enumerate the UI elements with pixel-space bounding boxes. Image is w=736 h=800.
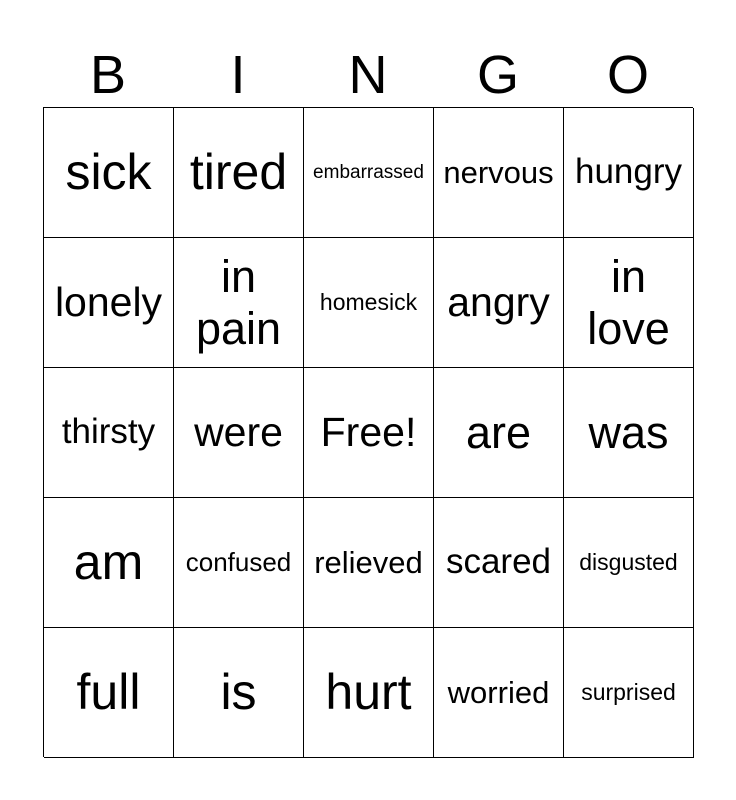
header-letter-i: I bbox=[230, 45, 246, 105]
bingo-cell-r1c1[interactable] bbox=[44, 108, 174, 238]
cell-text: disgusted bbox=[579, 549, 678, 576]
header-letter-g: G bbox=[476, 45, 519, 105]
cell-text: surprised bbox=[581, 679, 676, 706]
bingo-cell-r4c4[interactable] bbox=[434, 498, 564, 628]
bingo-board bbox=[43, 107, 693, 757]
bingo-cell-r2c5[interactable] bbox=[564, 238, 694, 368]
cell-text: hungry bbox=[574, 152, 683, 192]
bingo-cell-r3c5[interactable] bbox=[564, 368, 694, 498]
bingo-cell-r1c4[interactable] bbox=[434, 108, 564, 238]
bingo-cell-r1c3[interactable] bbox=[304, 108, 434, 238]
cell-text: scared bbox=[445, 542, 552, 582]
bingo-cell-r1c2[interactable] bbox=[174, 108, 304, 238]
bingo-cell-r5c3[interactable] bbox=[304, 628, 434, 758]
header-letter-n: N bbox=[348, 45, 388, 105]
bingo-cell-r3c2[interactable] bbox=[174, 368, 304, 498]
cell-text: relieved bbox=[314, 544, 423, 580]
cell-text: were bbox=[194, 408, 283, 455]
cell-text: tired bbox=[189, 143, 288, 200]
header-letter-b: B bbox=[89, 45, 127, 105]
cell-text: in love bbox=[587, 250, 670, 354]
cell-text: lonely bbox=[54, 278, 163, 325]
cell-text: nervous bbox=[443, 154, 554, 190]
header-letter-o: O bbox=[606, 45, 649, 105]
cell-text: worried bbox=[447, 674, 550, 710]
cell-text: sick bbox=[65, 143, 152, 200]
cell-text: am bbox=[73, 533, 144, 590]
cell-text: angry bbox=[447, 278, 550, 325]
bingo-cell-r1c5[interactable] bbox=[564, 108, 694, 238]
cell-text: in pain bbox=[195, 250, 282, 354]
bingo-header bbox=[43, 44, 693, 106]
bingo-cell-r2c1[interactable] bbox=[44, 238, 174, 368]
bingo-cell-r4c1[interactable] bbox=[44, 498, 174, 628]
bingo-cell-r4c3[interactable] bbox=[304, 498, 434, 628]
cell-text: confused bbox=[185, 546, 292, 577]
cell-text: full bbox=[76, 663, 141, 720]
bingo-cell-r2c4[interactable] bbox=[434, 238, 564, 368]
cell-text: homesick bbox=[319, 289, 418, 316]
cell-text: embarrassed bbox=[313, 161, 424, 183]
bingo-cell-r3c3[interactable] bbox=[304, 368, 434, 498]
cell-text: are bbox=[465, 406, 532, 458]
free-space-text: Free! bbox=[320, 408, 417, 455]
bingo-cell-r5c4[interactable] bbox=[434, 628, 564, 758]
bingo-cell-r4c5[interactable] bbox=[564, 498, 694, 628]
cell-text: is bbox=[220, 663, 257, 720]
bingo-cell-r2c3[interactable] bbox=[304, 238, 434, 368]
bingo-cell-r5c2[interactable] bbox=[174, 628, 304, 758]
bingo-cell-r4c2[interactable] bbox=[174, 498, 304, 628]
bingo-cell-r5c1[interactable] bbox=[44, 628, 174, 758]
bingo-cell-r5c5[interactable] bbox=[564, 628, 694, 758]
bingo-cell-r2c2[interactable] bbox=[174, 238, 304, 368]
cell-text: was bbox=[588, 406, 669, 458]
bingo-cell-r3c4[interactable] bbox=[434, 368, 564, 498]
cell-text: thirsty bbox=[61, 412, 156, 452]
bingo-cell-r3c1[interactable] bbox=[44, 368, 174, 498]
cell-text: hurt bbox=[325, 663, 412, 720]
